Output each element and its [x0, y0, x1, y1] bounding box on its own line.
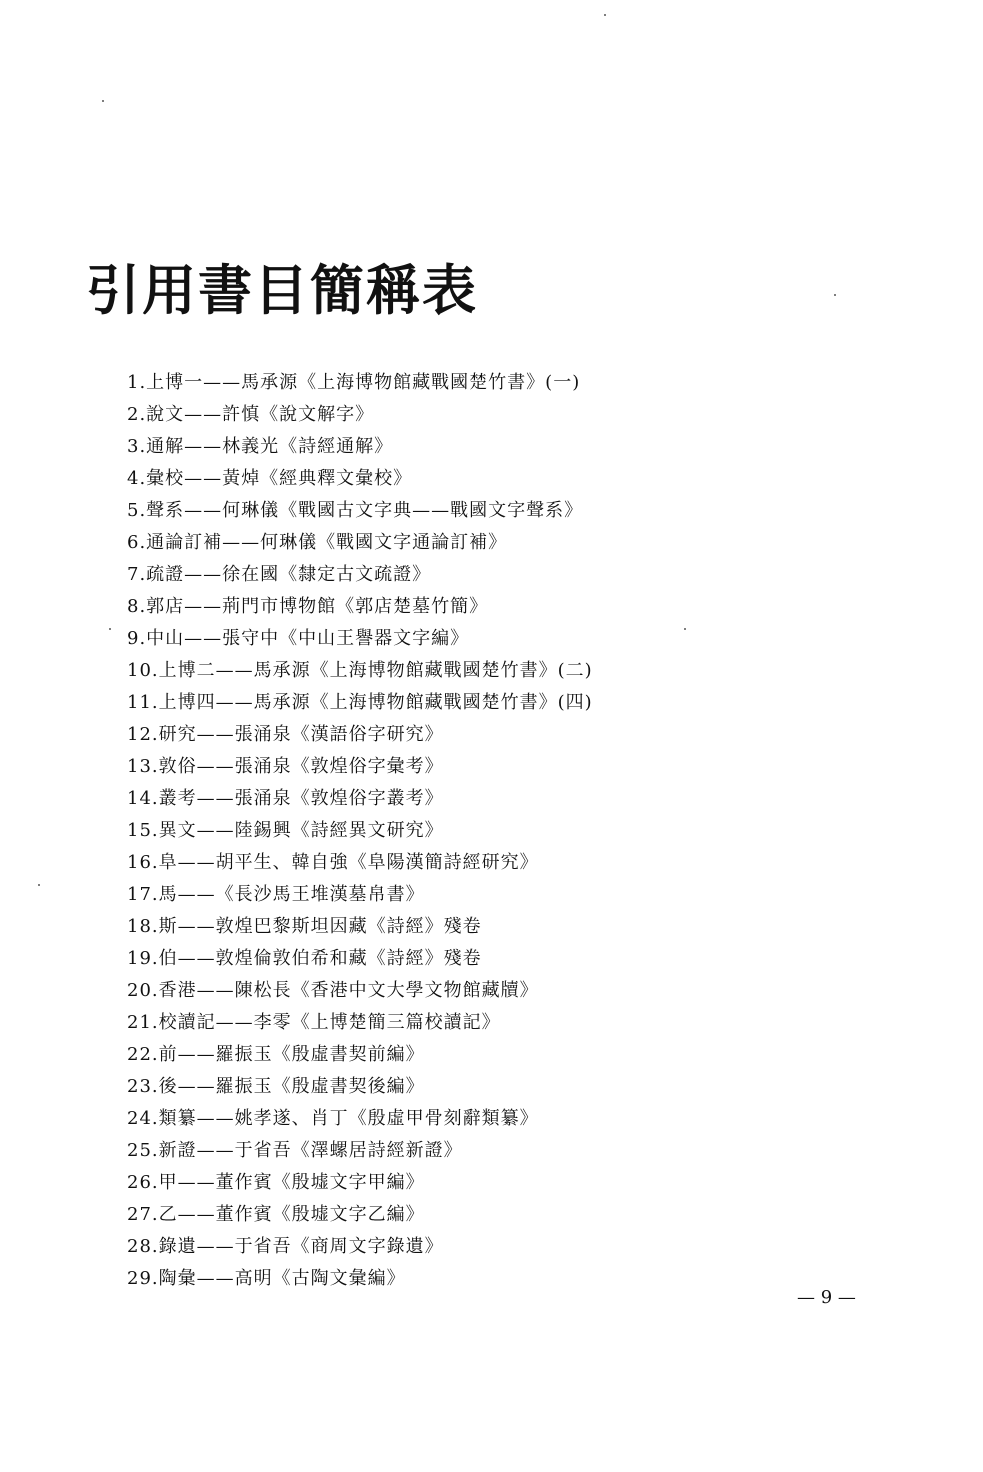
scan-speck [102, 100, 104, 102]
list-item: 10.上博二——馬承源《上海博物館藏戰國楚竹書》(二) [127, 660, 593, 681]
list-item: 26.甲——董作賓《殷墟文字甲編》 [127, 1172, 425, 1193]
list-item: 20.香港——陳松長《香港中文大學文物館藏牘》 [127, 980, 539, 1001]
list-item: 4.彙校——黃焯《經典釋文彙校》 [127, 468, 413, 489]
list-item: 3.通解——林義光《詩經通解》 [127, 436, 394, 457]
scan-speck [109, 628, 111, 630]
scan-speck [834, 294, 836, 296]
list-item: 15.異文——陸錫興《詩經異文研究》 [127, 820, 444, 841]
list-item: 5.聲系——何琳儀《戰國古文字典——戰國文字聲系》 [127, 500, 584, 521]
list-item: 21.校讀記——李零《上博楚簡三篇校讀記》 [127, 1012, 501, 1033]
list-item: 14.叢考——張涌泉《敦煌俗字叢考》 [127, 788, 444, 809]
bibliography-list [127, 367, 593, 1295]
list-item: 19.伯——敦煌倫敦伯希和藏《詩經》殘卷 [127, 948, 482, 969]
list-item: 18.斯——敦煌巴黎斯坦因藏《詩經》殘卷 [127, 916, 482, 937]
list-item: 28.錄遺——于省吾《商周文字錄遺》 [127, 1236, 444, 1257]
list-item: 12.研究——張涌泉《漢語俗字研究》 [127, 724, 444, 745]
list-item: 6.通論訂補——何琳儀《戰國文字通論訂補》 [127, 532, 508, 553]
page-title: 引用書目簡稱表 [86, 259, 478, 323]
list-item: 25.新證——于省吾《澤螺居詩經新證》 [127, 1140, 463, 1161]
list-item: 27.乙——董作賓《殷墟文字乙編》 [127, 1204, 425, 1225]
list-item: 8.郭店——荊門市博物館《郭店楚墓竹簡》 [127, 596, 489, 617]
list-item: 16.阜——胡平生、韓自強《阜陽漢簡詩經研究》 [127, 852, 539, 873]
list-item: 22.前——羅振玉《殷虛書契前編》 [127, 1044, 425, 1065]
list-item: 2.說文——許慎《說文解字》 [127, 404, 375, 425]
scan-speck [684, 628, 686, 630]
list-item: 11.上博四——馬承源《上海博物館藏戰國楚竹書》(四) [127, 692, 593, 713]
list-item: 23.後——羅振玉《殷虛書契後編》 [127, 1076, 425, 1097]
scan-speck [604, 14, 606, 16]
list-item: 7.疏證——徐在國《隸定古文疏證》 [127, 564, 432, 585]
list-item: 13.敦俗——張涌泉《敦煌俗字彙考》 [127, 756, 444, 777]
list-item: 24.類纂——姚孝遂、肖丁《殷虛甲骨刻辭類纂》 [127, 1108, 539, 1129]
list-item: 29.陶彙——高明《古陶文彙編》 [127, 1268, 406, 1289]
page-number: — 9 — [797, 1287, 856, 1308]
scan-speck [38, 884, 40, 886]
list-item: 9.中山——張守中《中山王譽器文字編》 [127, 628, 470, 649]
list-item: 17.馬——《長沙馬王堆漢墓帛書》 [127, 884, 425, 905]
list-item: 1.上博一——馬承源《上海博物館藏戰國楚竹書》(一) [127, 372, 581, 393]
